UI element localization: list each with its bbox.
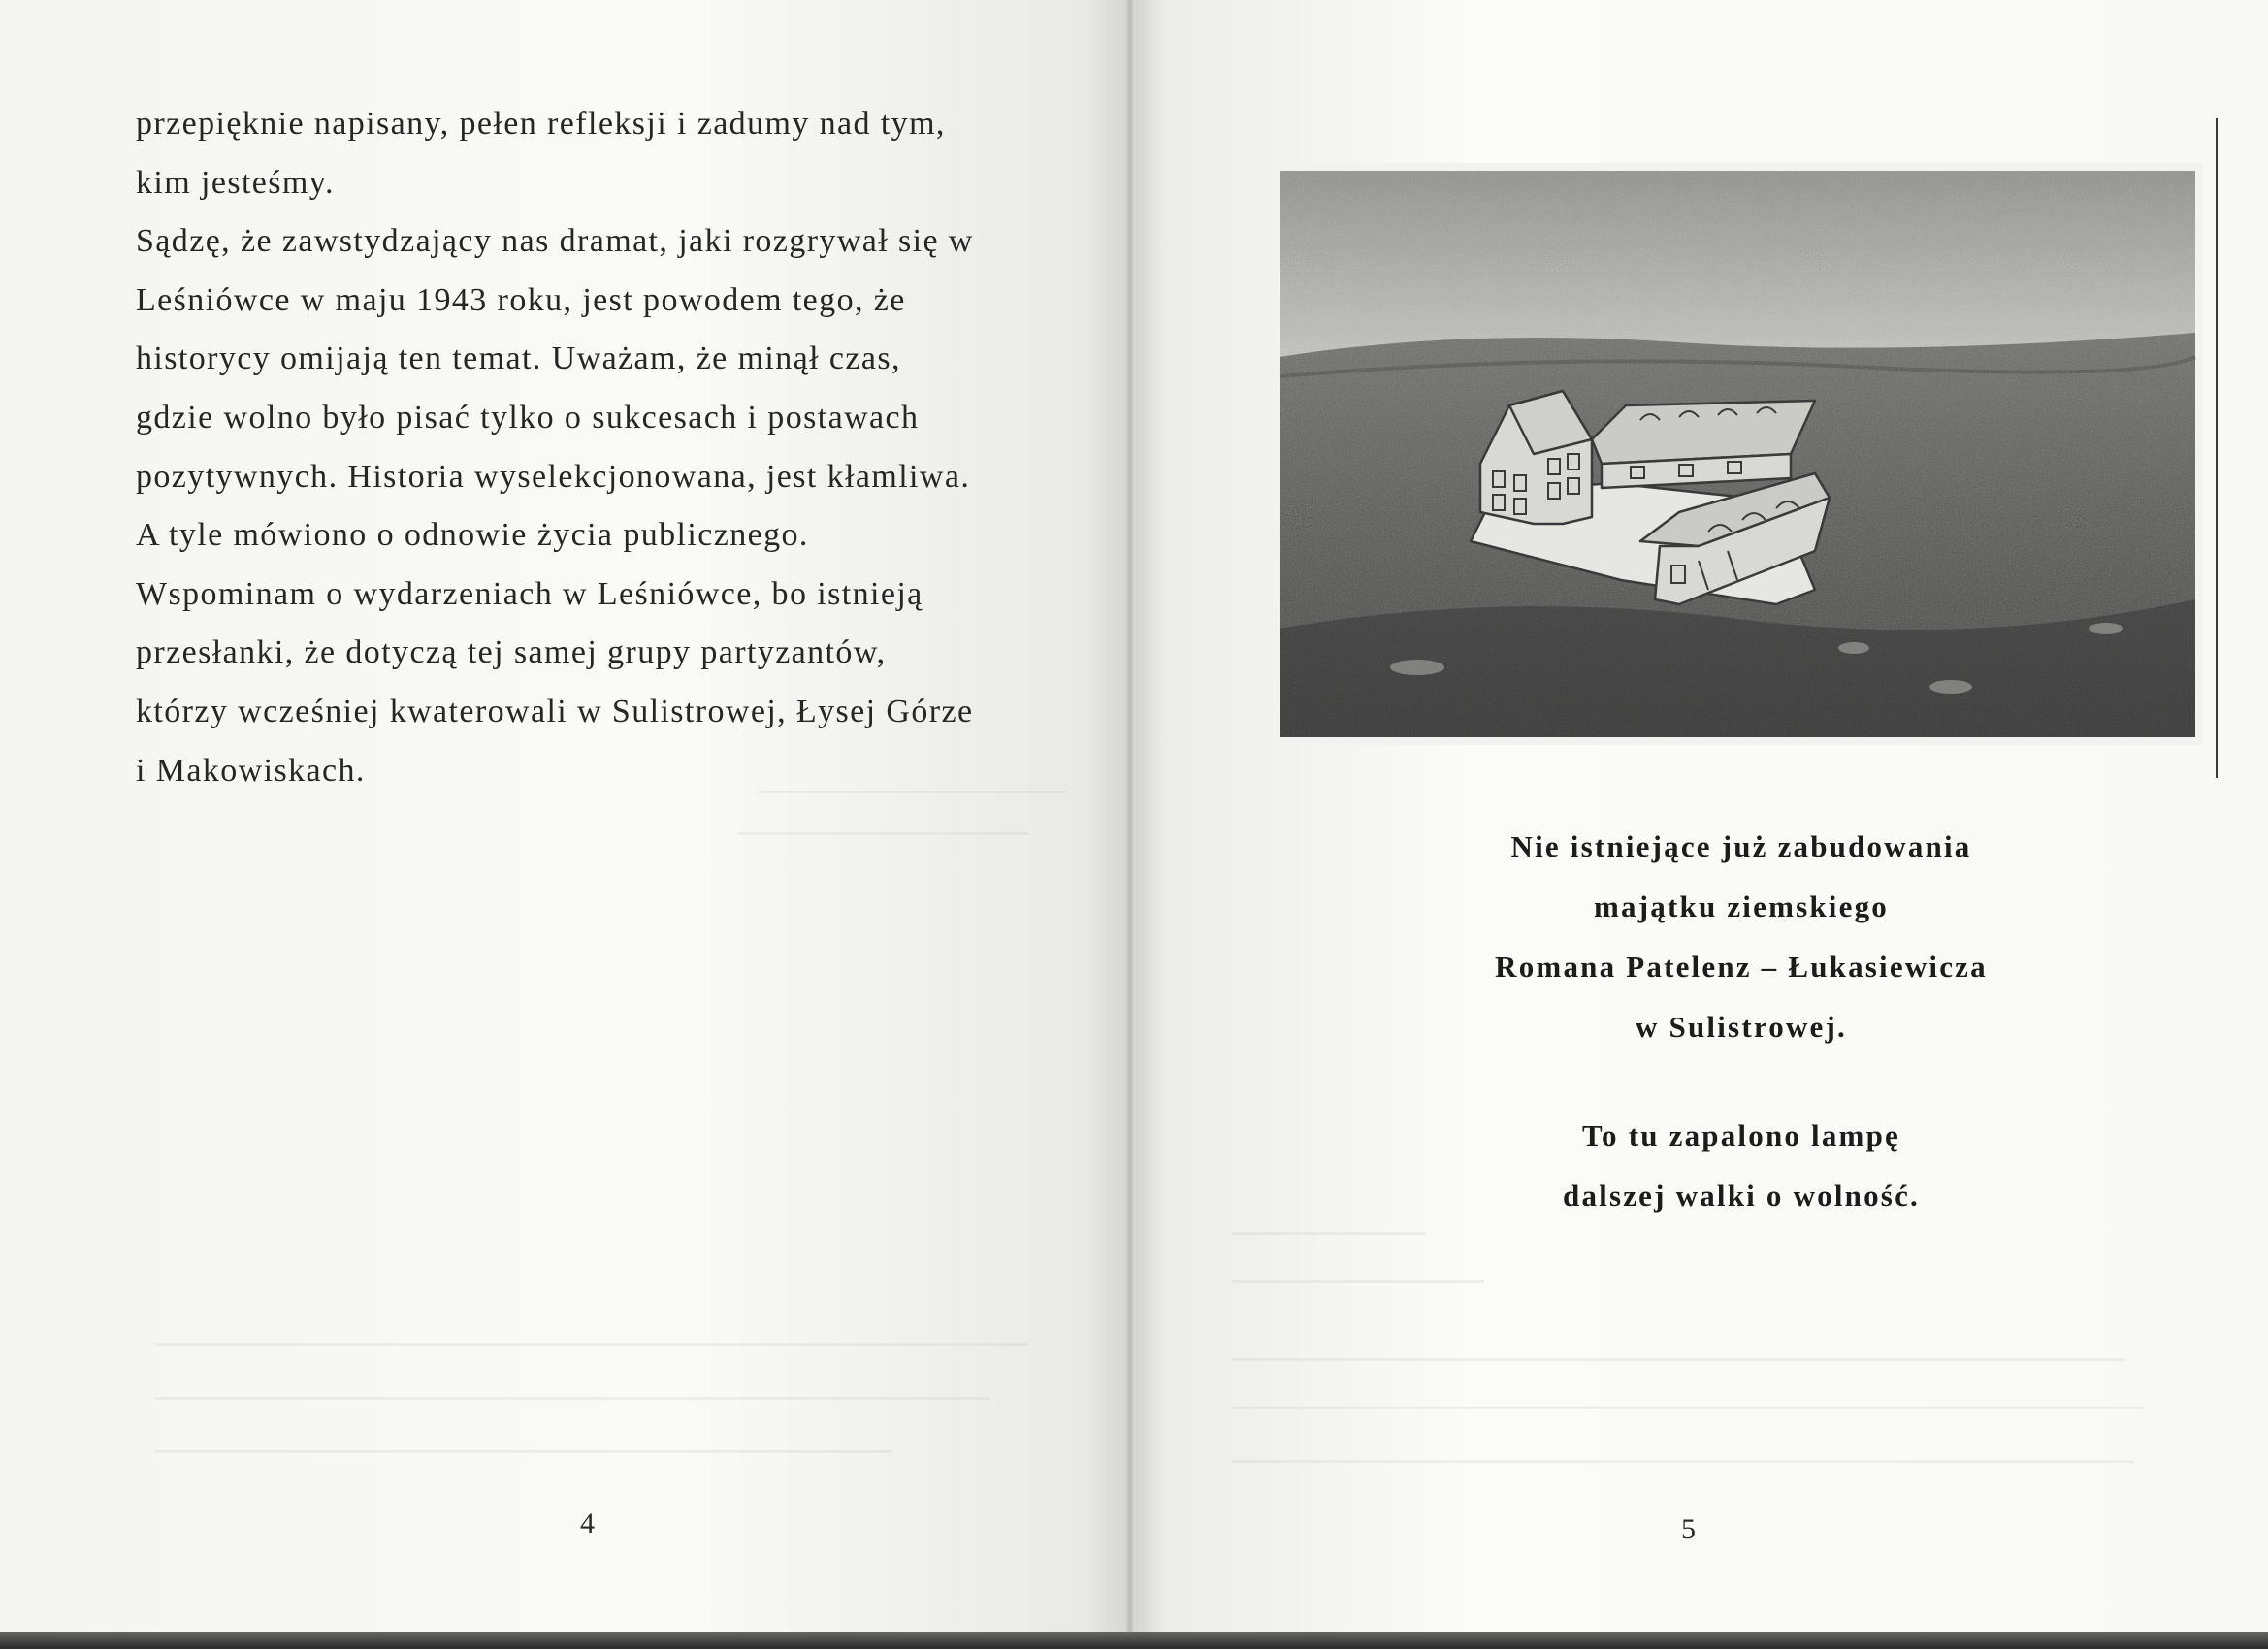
caption-line: To tu zapalono lampę	[1582, 1118, 1900, 1152]
caption-line: dalszej walki o wolność.	[1563, 1179, 1920, 1212]
text-line: Leśniówce w maju 1943 roku, jest powodem tego, że	[136, 281, 906, 318]
show-through-mark	[1232, 1232, 1426, 1235]
motto-caption	[1329, 1106, 2154, 1226]
book-gutter	[1125, 0, 1135, 1632]
paragraph	[136, 212, 1046, 800]
page-edge-line	[2216, 118, 2218, 778]
text-line: przesłanki, że dotyczą tej samej grupy partyzantów,	[136, 634, 887, 671]
text-line: Wspominam o wydarzeniach w Leśniówce, bo istnieją	[136, 575, 923, 612]
page-number: 4	[580, 1507, 595, 1539]
caption-line: Nie istniejące już zabudowania	[1510, 829, 1972, 863]
estate-photo	[1272, 163, 2203, 745]
text-line: przepięknie napisany, pełen refleksji i zadumy nad tym,	[136, 106, 946, 142]
show-through-mark	[155, 1343, 1028, 1346]
text-line: którzy wcześniej kwaterowali w Sulistrowej, Łysej Górze	[136, 693, 974, 729]
text-line: historycy omijają ten temat. Uważam, że minął czas,	[136, 340, 901, 377]
text-line: Sądzę, że zawstydzający nas dramat, jaki rozgrywał się w	[136, 223, 974, 260]
text-line: A tyle mówiono o odnowie życia publicznego.	[136, 517, 809, 554]
left-page	[0, 0, 1130, 1632]
show-through-mark	[155, 1450, 892, 1453]
show-through-mark	[1232, 1358, 2124, 1361]
show-through-mark	[737, 832, 1028, 835]
show-through-mark	[1232, 1460, 2134, 1463]
left-page-body-text	[136, 95, 1046, 800]
show-through-mark	[1232, 1280, 1484, 1283]
text-line: pozytywnych. Historia wyselekcjonowana, jest kłamliwa.	[136, 458, 971, 495]
show-through-mark	[1232, 1406, 2144, 1409]
caption-line: w Sulistrowej.	[1636, 1010, 1847, 1044]
caption-line: majątku ziemskiego	[1594, 889, 1889, 923]
scan-bottom-edge	[0, 1632, 2268, 1649]
show-through-mark	[155, 1397, 989, 1400]
page-number: 5	[1681, 1513, 1696, 1545]
caption-line: Romana Patelenz – Łukasiewicza	[1495, 950, 1988, 984]
paragraph	[136, 95, 1046, 212]
photo-caption	[1329, 817, 2154, 1057]
text-line: kim jesteśmy.	[136, 164, 335, 201]
text-line: i Makowiskach.	[136, 752, 366, 789]
text-line: gdzie wolno było pisać tylko o sukcesach i postawach	[136, 399, 920, 436]
show-through-mark	[757, 791, 1067, 793]
